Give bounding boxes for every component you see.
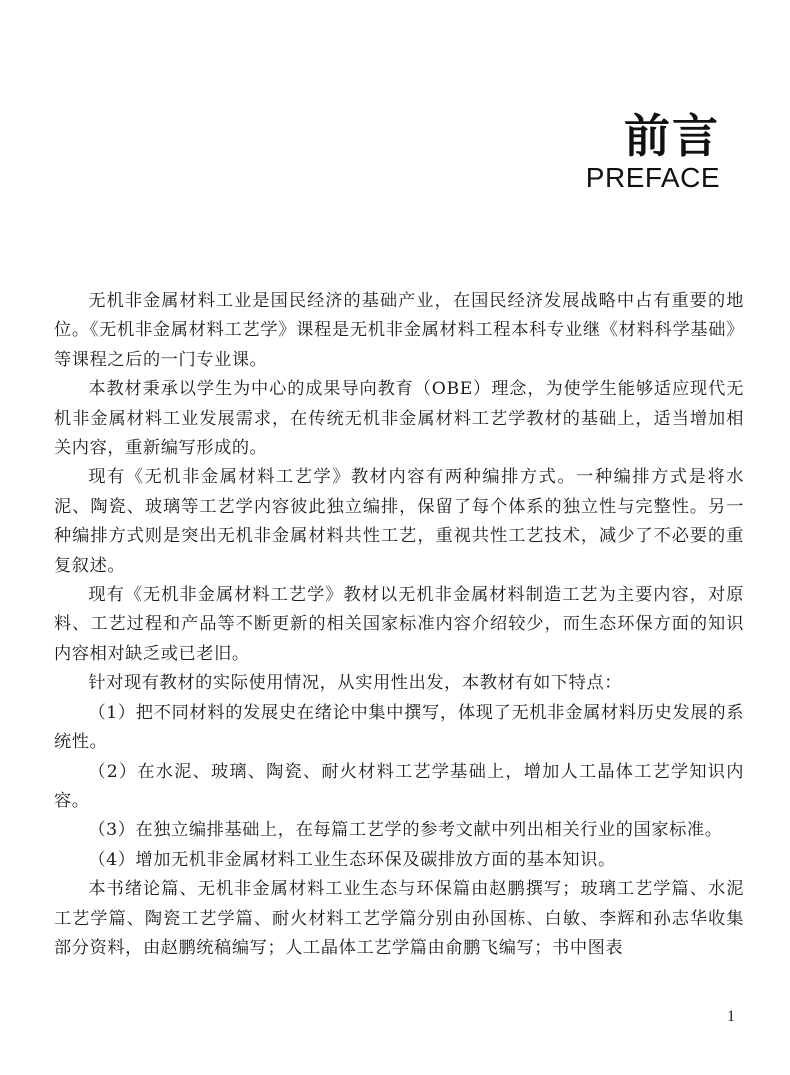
- paragraph: 针对现有教材的实际使用情况，从实用性出发，本教材有如下特点：: [88, 673, 623, 694]
- page-header: [586, 108, 720, 194]
- chapter-title-english: PREFACE: [585, 162, 720, 193]
- paragraph: 现有《无机非金属材料工艺学》教材以无机非金属材料制造工艺为主要内容，对原料、工艺过程和产品等不断更新的相关国家标准内容介绍较少，而生态环保方面的知识内容相对缺乏或已老旧。: [54, 585, 744, 664]
- paragraph: （1）把不同材料的发展史在绪论中集中撰写，体现了无机非金属材料历史发展的系统性。: [54, 702, 744, 753]
- paragraph: 本书绪论篇、无机非金属材料工业生态与环保篇由赵鹏撰写；玻璃工艺学篇、水泥工艺学篇、陶瓷工艺学篇、耐火材料工艺学篇分别由孙国栋、白敏、李辉和孙志华收集部分资料，由赵鹏统稿编写；人工晶体工艺学篇由俞鹏飞编写；书中图表: [54, 879, 744, 958]
- paragraph: （3）在独立编排基础上，在每篇工艺学的参考文献中列出相关行业的国家标准。: [88, 820, 723, 841]
- paragraph: （2）在水泥、玻璃、陶瓷、耐火材料工艺学基础上，增加人工晶体工艺学知识内容。: [54, 761, 744, 811]
- paragraph: 无机非金属材料工业是国民经济的基础产业，在国民经济发展战略中占有重要的地位。《无机非金属材料工艺学》课程是无机非金属材料工程本科专业继《材料科学基础》等课程之后的一门专业课。: [54, 291, 744, 370]
- paragraph: 本教材秉承以学生为中心的成果导向教育（OBE）理念，为使学生能够适应现代无机非金属材料工业发展需求，在传统无机非金属材料工艺学教材的基础上，适当增加相关内容，重新编写形成的。: [54, 379, 744, 459]
- paragraph: 现有《无机非金属材料工艺学》教材内容有两种编排方式。一种编排方式是将水泥、陶瓷、玻璃等工艺学内容彼此独立编排，保留了每个体系的独立性与完整性。另一种编排方式则是突出无机非金属材料共性工艺，重视共性工艺技术，减少了不必要的重复叙述。: [54, 467, 744, 576]
- body-text: [54, 287, 744, 963]
- paragraph: （4）增加无机非金属材料工业生态环保及碳排放方面的基本知识。: [88, 849, 616, 870]
- page-number: 1: [727, 1008, 735, 1025]
- chapter-title: 前言: [624, 109, 720, 163]
